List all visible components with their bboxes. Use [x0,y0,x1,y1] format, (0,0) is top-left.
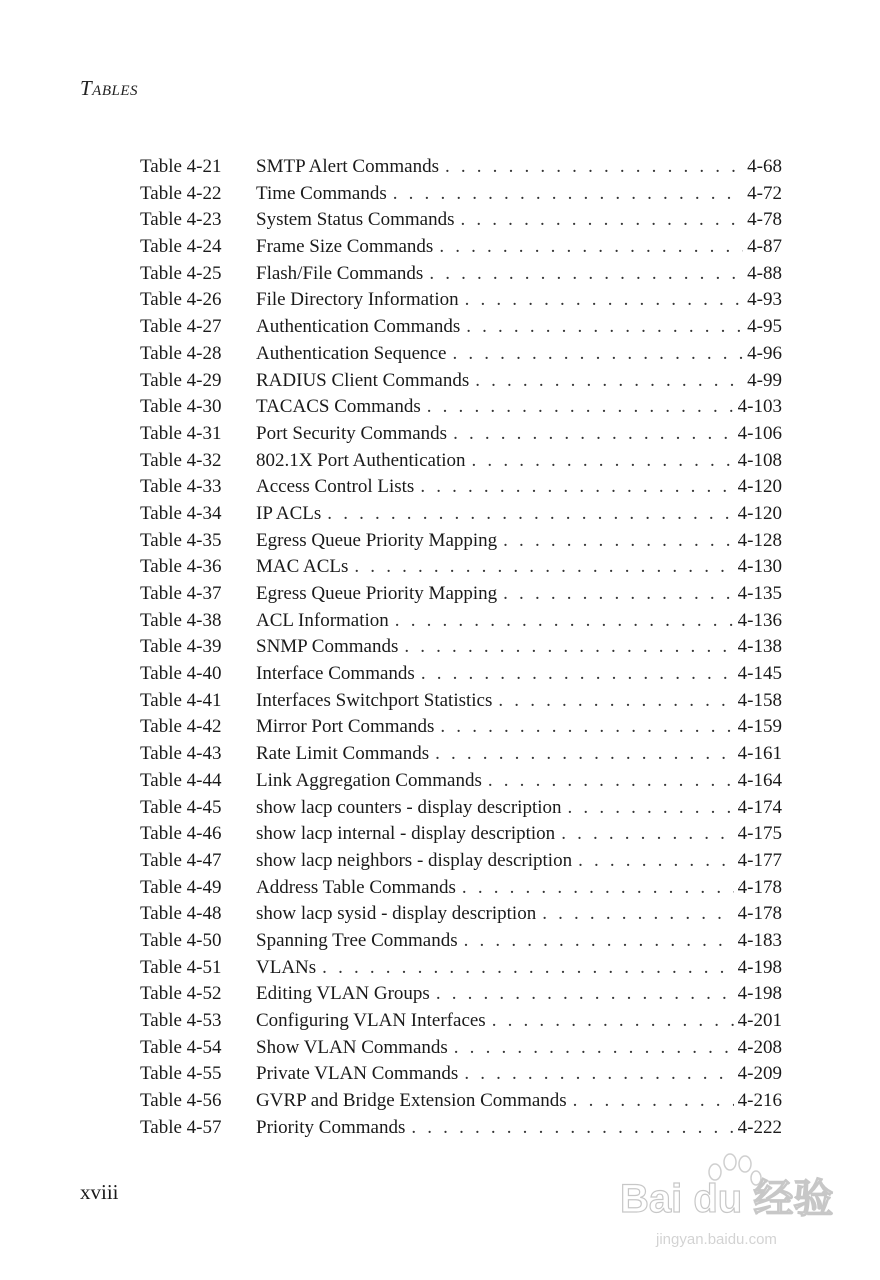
dot-leader [472,448,734,475]
dot-leader [573,1088,734,1115]
toc-row [140,1115,782,1142]
dot-leader [452,341,743,368]
page-reference: 4-178 [737,903,782,925]
table-title: Port Security Commands [256,422,448,444]
table-title: Priority Commands [256,1116,406,1138]
table-title: Mirror Port Commands [256,716,435,738]
dot-leader [445,154,743,181]
dot-leader [429,261,743,288]
toc-row [140,207,782,234]
table-title: ACL Information [256,609,389,631]
table-number: Table 4-26 [140,289,222,311]
dot-leader [404,634,733,661]
section-header: Tables [80,76,139,100]
dot-leader [464,1061,733,1088]
toc-row [140,848,782,875]
table-title: Frame Size Commands [256,236,434,258]
table-title: TACACS Commands [256,396,421,418]
toc-row [140,394,782,421]
dot-leader [322,955,734,982]
table-number: Table 4-57 [140,1116,222,1138]
page-reference: 4-108 [737,449,782,471]
table-title: SNMP Commands [256,636,399,658]
table-title: Flash/File Commands [256,262,424,284]
page-reference: 4-164 [737,769,782,791]
toc-row [140,341,782,368]
table-number: Table 4-43 [140,743,222,765]
table-number: Table 4-31 [140,422,222,444]
table-of-tables-list [140,154,782,1141]
toc-row [140,634,782,661]
page-reference: 4-175 [737,823,782,845]
dot-leader [466,314,743,341]
dot-leader [462,875,734,902]
watermark-logo-text: Bai du 经验 [620,1177,834,1221]
page-reference: 4-145 [737,663,782,685]
page-reference: 4-177 [737,849,782,871]
table-title: show lacp counters - display description [256,796,562,818]
page-reference: 4-95 [747,316,782,338]
dot-leader [503,581,734,608]
toc-row [140,554,782,581]
page-reference: 4-183 [737,929,782,951]
dot-leader [453,421,734,448]
table-number: Table 4-29 [140,369,222,391]
toc-row [140,1008,782,1035]
table-title: Authentication Sequence [256,342,447,364]
table-number: Table 4-28 [140,342,222,364]
page-reference: 4-87 [747,236,782,258]
dot-leader [393,181,743,208]
toc-row [140,981,782,1008]
page-reference: 4-120 [737,502,782,524]
table-title: Address Table Commands [256,876,456,898]
dot-leader [420,474,733,501]
toc-row [140,181,782,208]
page-reference: 4-130 [737,556,782,578]
table-number: Table 4-33 [140,476,222,498]
table-title: File Directory Information [256,289,459,311]
table-title: Time Commands [256,182,387,204]
page-reference: 4-161 [737,743,782,765]
table-number: Table 4-52 [140,983,222,1005]
page-reference: 4-136 [737,609,782,631]
toc-row [140,234,782,261]
table-number: Table 4-21 [140,156,222,177]
dot-leader [488,768,734,795]
table-number: Table 4-38 [140,609,222,631]
dot-leader [503,528,734,555]
page-reference: 4-198 [737,983,782,1005]
page-reference: 4-159 [737,716,782,738]
dot-leader [421,661,734,688]
toc-row [140,661,782,688]
table-number: Table 4-32 [140,449,222,471]
dot-leader [427,394,734,421]
table-title: Show VLAN Commands [256,1036,448,1058]
toc-row [140,875,782,902]
toc-row [140,955,782,982]
page-reference: 4-138 [737,636,782,658]
toc-row [140,474,782,501]
table-title: VLANs [256,956,317,978]
toc-row [140,608,782,635]
table-title: Spanning Tree Commands [256,929,458,951]
page-reference: 4-78 [747,209,782,231]
table-title: show lacp internal - display description [256,823,556,845]
table-title: Configuring VLAN Interfaces [256,1010,486,1031]
page-reference: 4-135 [737,583,782,604]
dot-leader [475,368,743,395]
table-number: Table 4-24 [140,236,222,258]
page-reference: 4-72 [747,182,782,204]
table-number: Table 4-51 [140,956,222,978]
table-title: Rate Limit Commands [256,743,430,765]
toc-row [140,314,782,341]
table-title: Egress Queue Priority Mapping [256,583,498,604]
dot-leader [440,714,733,741]
toc-row [140,421,782,448]
table-title: Egress Queue Priority Mapping [256,529,498,551]
page-reference: 4-208 [737,1036,782,1058]
dot-leader [465,287,744,314]
page-reference: 4-222 [737,1116,782,1138]
table-number: Table 4-41 [140,689,222,711]
dot-leader [568,795,734,822]
toc-row [140,368,782,395]
baidu-jingyan-watermark [620,1148,840,1258]
table-number: Table 4-48 [140,903,222,925]
table-number: Table 4-23 [140,209,222,231]
table-number: Table 4-34 [140,502,222,524]
toc-row [140,928,782,955]
dot-leader [435,741,734,768]
toc-row [140,741,782,768]
page-reference: 4-209 [737,1063,782,1085]
page-reference: 4-128 [737,529,782,551]
dot-leader [464,928,734,955]
table-number: Table 4-45 [140,796,222,818]
dot-leader [395,608,734,635]
toc-row [140,448,782,475]
table-number: Table 4-36 [140,556,222,578]
dot-leader [327,501,733,528]
dot-leader [498,688,733,715]
table-number: Table 4-35 [140,529,222,551]
toc-row [140,528,782,555]
table-number: Table 4-53 [140,1010,222,1031]
toc-row [140,768,782,795]
table-title: Private VLAN Commands [256,1063,459,1085]
table-title: Interface Commands [256,663,415,685]
table-title: 802.1X Port Authentication [256,449,466,471]
dot-leader [542,901,733,928]
dot-leader [436,981,734,1008]
table-number: Table 4-42 [140,716,222,738]
dot-leader [411,1115,733,1142]
page-reference: 4-120 [737,476,782,498]
page-reference: 4-106 [737,422,782,444]
table-title: RADIUS Client Commands [256,369,470,391]
toc-row [140,821,782,848]
toc-row [140,287,782,314]
table-title: System Status Commands [256,209,455,231]
table-title: SMTP Alert Commands [256,156,439,177]
page-reference: 4-216 [737,1090,782,1112]
table-number: Table 4-40 [140,663,222,685]
table-number: Table 4-56 [140,1090,222,1112]
toc-row [140,688,782,715]
table-number: Table 4-27 [140,316,222,338]
table-title: Authentication Commands [256,316,461,338]
table-title: Access Control Lists [256,476,415,498]
table-title: IP ACLs [256,502,322,524]
dot-leader [454,1035,734,1062]
table-title: GVRP and Bridge Extension Commands [256,1090,567,1112]
table-number: Table 4-50 [140,929,222,951]
table-title: show lacp neighbors - display description [256,849,573,871]
table-title: Editing VLAN Groups [256,983,430,1005]
table-number: Table 4-55 [140,1063,222,1085]
page-reference: 4-201 [737,1010,782,1031]
page-reference: 4-174 [737,796,782,818]
toc-row [140,714,782,741]
table-number: Table 4-22 [140,182,222,204]
table-number: Table 4-44 [140,769,222,791]
table-number: Table 4-49 [140,876,222,898]
table-number: Table 4-25 [140,262,222,284]
table-title: Interfaces Switchport Statistics [256,689,493,711]
page-reference: 4-198 [737,956,782,978]
table-title: MAC ACLs [256,556,349,578]
dot-leader [578,848,734,875]
table-number: Table 4-37 [140,583,222,604]
toc-row [140,261,782,288]
table-number: Table 4-30 [140,396,222,418]
page-reference: 4-96 [747,342,782,364]
table-title: show lacp sysid - display description [256,903,537,925]
dot-leader [460,207,743,234]
page-reference: 4-93 [747,289,782,311]
table-number: Table 4-46 [140,823,222,845]
page-number: xviii [80,1180,119,1204]
table-number: Table 4-47 [140,849,222,871]
toc-row [140,501,782,528]
toc-row [140,1088,782,1115]
page-reference: 4-88 [747,262,782,284]
dot-leader [492,1008,734,1035]
page-reference: 4-158 [737,689,782,711]
table-number: Table 4-39 [140,636,222,658]
toc-row [140,1035,782,1062]
dot-leader [561,821,733,848]
toc-row [140,1061,782,1088]
page-reference: 4-103 [737,396,782,418]
watermark-url: jingyan.baidu.com [656,1231,777,1248]
toc-row [140,154,782,181]
page-reference: 4-68 [747,156,782,177]
dot-leader [354,554,733,581]
table-title: Link Aggregation Commands [256,769,482,791]
toc-row [140,901,782,928]
dot-leader [439,234,743,261]
page-reference: 4-178 [737,876,782,898]
table-number: Table 4-54 [140,1036,222,1058]
toc-row [140,581,782,608]
page-reference: 4-99 [747,369,782,391]
toc-row [140,795,782,822]
